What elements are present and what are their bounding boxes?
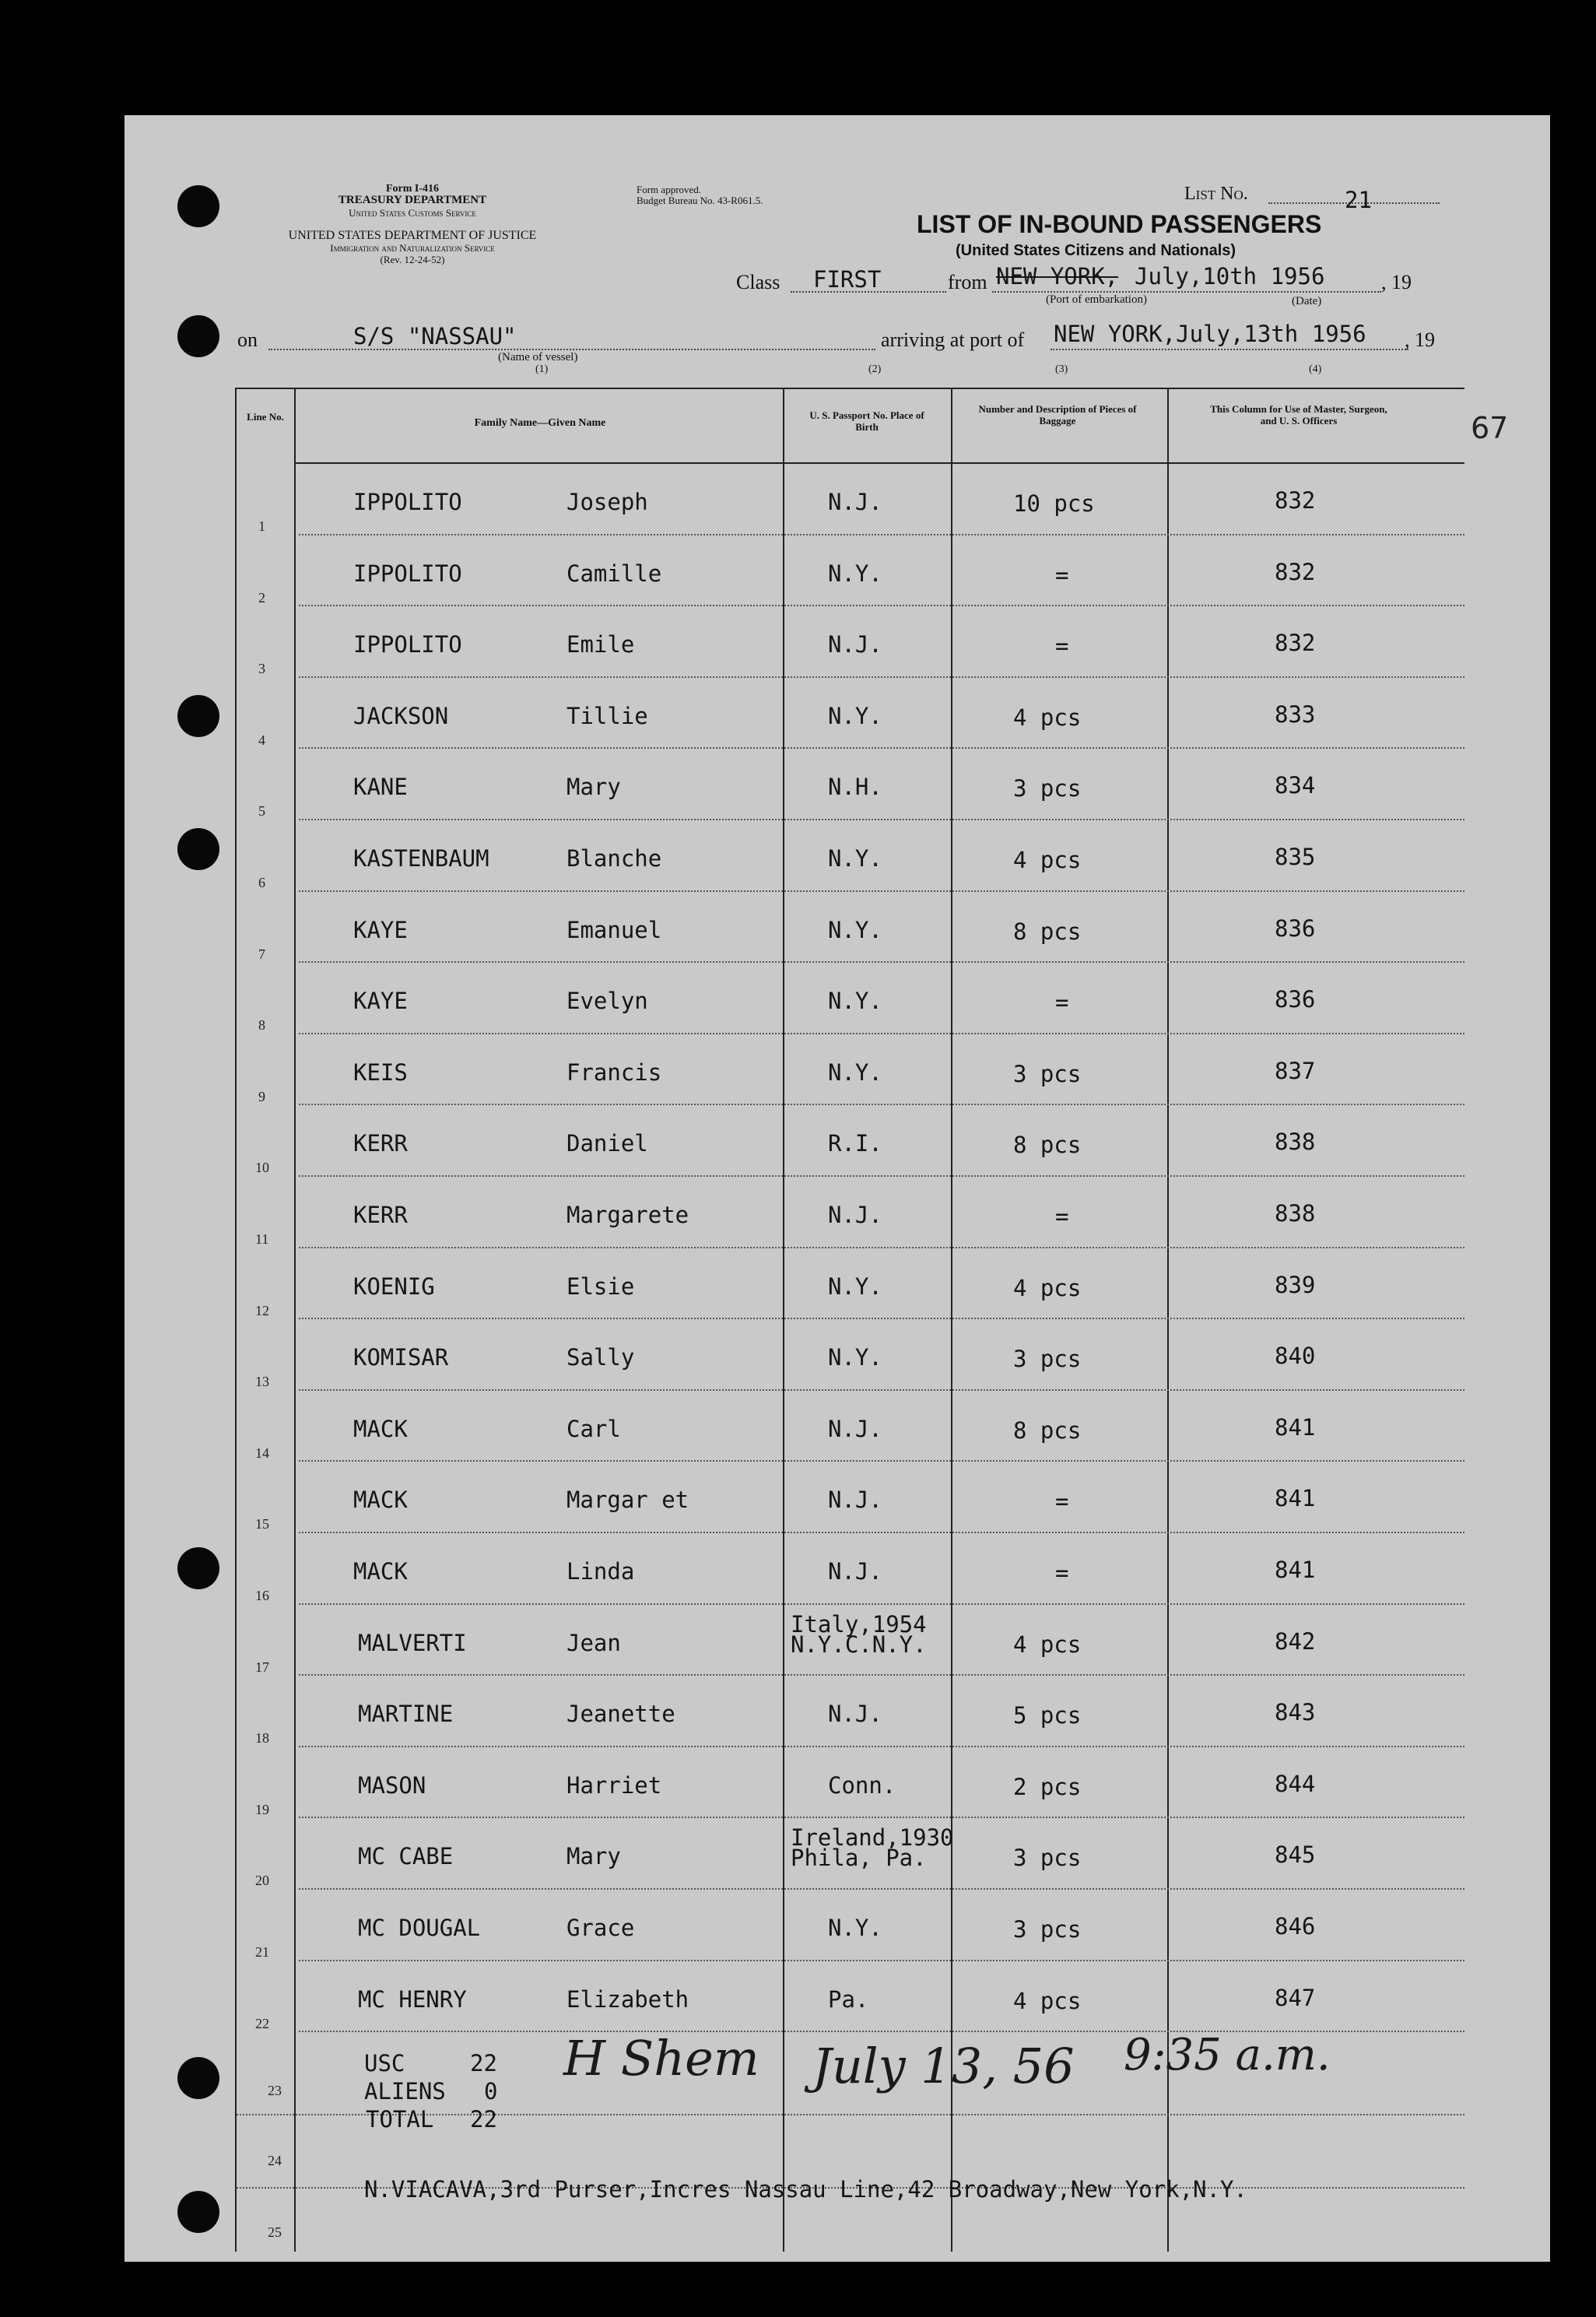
line-number: 4 (258, 732, 265, 748)
line-number: 1 (258, 518, 265, 534)
baggage: 3 pcs (1013, 1346, 1082, 1373)
officer-number: 838 (1275, 1200, 1316, 1227)
line-number: 11 (255, 1231, 269, 1247)
list-no-label: List No. (1184, 184, 1248, 204)
customs-label: United States Customs Service (349, 207, 476, 219)
family-name: MC CABE (358, 1843, 454, 1870)
line-number: 21 (255, 1944, 269, 1960)
officer-number: 844 (1275, 1770, 1316, 1797)
place-of-birth: Ireland,1930 (791, 1824, 954, 1852)
aliens-label: ALIENS (364, 2078, 446, 2105)
header-line-no: Line No. (247, 411, 284, 423)
column-divider (1167, 388, 1169, 2252)
baggage: 3 pcs (1013, 1845, 1082, 1872)
row-line (299, 1033, 1464, 1034)
given-name: Blanche (566, 845, 662, 872)
col3-number: (3) (1055, 363, 1068, 375)
family-name: MARTINE (358, 1701, 454, 1728)
officer-number: 835 (1275, 844, 1316, 870)
place-of-birth: N.Y. (828, 560, 882, 587)
line-number: 6 (258, 875, 265, 890)
officer-number: 837 (1275, 1057, 1316, 1084)
col2-number: (2) (868, 363, 882, 375)
given-name: Jeanette (566, 1701, 675, 1728)
place-of-birth: N.Y. (828, 1058, 882, 1086)
baggage: = (1055, 1560, 1069, 1586)
page-title: LIST OF IN-BOUND PASSENGERS (917, 210, 1322, 238)
line-number: 25 (268, 2224, 282, 2240)
usc-label: USC (364, 2050, 405, 2077)
line-number: 19 (255, 1801, 269, 1817)
row-line (299, 1460, 1464, 1462)
baggage: 3 pcs (1013, 1916, 1082, 1943)
place-of-birth: N.Y. (828, 916, 882, 943)
officer-number: 836 (1275, 986, 1316, 1013)
row-line (299, 1674, 1464, 1676)
baggage: 5 pcs (1013, 1702, 1082, 1729)
given-name: Margar et (566, 1487, 689, 1514)
officer-number: 836 (1275, 915, 1316, 942)
baggage: 4 pcs (1013, 1631, 1082, 1658)
baggage: = (1055, 989, 1069, 1016)
on-label: on (237, 328, 258, 351)
line-number: 7 (258, 946, 265, 962)
line-number: 9 (258, 1088, 265, 1104)
punch-hole (177, 695, 219, 737)
line-number: 14 (255, 1445, 269, 1461)
date-label: (Date) (1292, 295, 1322, 307)
justice-label: UNITED STATES DEPARTMENT OF JUSTICE (288, 229, 537, 242)
given-name: Elizabeth (566, 1985, 689, 2013)
row-line (299, 890, 1464, 892)
row-line (299, 819, 1464, 820)
family-name: KASTENBAUM (353, 845, 489, 872)
given-name: Grace (566, 1915, 635, 1941)
aliens-value: 0 (484, 2078, 498, 2105)
given-name: Linda (566, 1558, 635, 1585)
officer-number: 842 (1275, 1627, 1316, 1655)
line-number: 22 (255, 2015, 269, 2031)
line-number: 13 (255, 1374, 269, 1390)
given-name: Mary (566, 774, 621, 801)
header-baggage: Number and Description of Pieces of Baggage (978, 403, 1137, 427)
given-name: Jean (566, 1629, 621, 1656)
officer-number: 833 (1275, 700, 1316, 728)
row-line (299, 1104, 1464, 1105)
family-name: MALVERTI (358, 1629, 467, 1656)
given-name: Tillie (566, 702, 648, 729)
baggage: 3 pcs (1013, 775, 1082, 802)
line-number: 24 (268, 2153, 282, 2168)
place-of-birth: N.Y. (828, 1915, 882, 1941)
passenger-table (235, 388, 1464, 2252)
place-of-birth: Conn. (828, 1771, 896, 1799)
row-line (299, 1960, 1464, 1961)
place-of-birth: N.Y. (828, 988, 882, 1015)
place-of-birth: N.J. (828, 1415, 882, 1442)
line-number: 23 (268, 2083, 282, 2098)
line-number: 3 (258, 661, 265, 677)
from-date-value: July,10th 1956 (1135, 263, 1325, 290)
family-name: MACK (353, 1487, 408, 1514)
header-passport: U. S. Passport No. Place of Birth (809, 409, 924, 433)
given-name: Elsie (566, 1273, 635, 1300)
row-line (299, 1888, 1464, 1890)
baggage: 4 pcs (1013, 704, 1082, 731)
place-of-birth: N.J. (828, 489, 882, 515)
place-of-birth: N.Y. (828, 702, 882, 729)
family-name: IPPOLITO (353, 489, 462, 515)
place-of-birth: N.J. (828, 1202, 882, 1228)
place-of-birth: N.J. (828, 1487, 882, 1514)
row-line (299, 1532, 1464, 1533)
family-name: KEIS (353, 1058, 408, 1086)
row-line (299, 1603, 1464, 1605)
officer-number: 832 (1275, 558, 1316, 585)
row-line (299, 961, 1464, 963)
given-name: Margarete (566, 1202, 689, 1228)
margin-number: 67 (1471, 411, 1509, 445)
row-line (299, 605, 1464, 606)
punch-hole (177, 828, 219, 870)
baggage: 8 pcs (1013, 918, 1082, 945)
place-of-birth: N.H. (828, 774, 882, 801)
family-name: KERR (353, 1202, 408, 1228)
family-name: IPPOLITO (353, 560, 462, 587)
given-name: Camille (566, 560, 662, 587)
given-name: Emile (566, 631, 635, 658)
family-name: KANE (353, 774, 408, 801)
baggage: = (1055, 1488, 1069, 1515)
officer-number: 846 (1275, 1913, 1316, 1940)
vessel-label: (Name of vessel) (498, 351, 578, 363)
family-name: MC DOUGAL (358, 1915, 481, 1941)
port-embark-label: (Port of embarkation) (1046, 293, 1147, 306)
line-number: 10 (255, 1160, 269, 1176)
officer-number: 841 (1275, 1557, 1316, 1583)
family-name: KERR (353, 1130, 408, 1157)
officer-number: 832 (1275, 487, 1316, 514)
handwritten-signature: H Shem (563, 2030, 759, 2087)
officer-number: 832 (1275, 630, 1316, 657)
place-of-birth: Pa. (828, 1985, 869, 2013)
row-line (299, 1247, 1464, 1248)
given-name: Francis (566, 1058, 662, 1086)
punch-hole (177, 315, 219, 357)
handwritten-date: July 13, 56 (812, 2038, 1075, 2094)
row-line (299, 747, 1464, 749)
place-of-birth-2: N.Y.C.N.Y. (791, 1631, 927, 1658)
line-number: 2 (258, 589, 265, 606)
row-line (299, 1817, 1464, 1818)
officer-number: 834 (1275, 772, 1316, 799)
given-name: Emanuel (566, 916, 662, 943)
page-subtitle: (United States Citizens and Nationals) (956, 242, 1236, 259)
row-line (299, 676, 1464, 678)
revision-label: (Rev. 12-24-52) (380, 254, 445, 265)
family-name: KAYE (353, 988, 408, 1015)
given-name: Evelyn (566, 988, 648, 1015)
row-line (299, 1175, 1464, 1177)
baggage: 10 pcs (1013, 490, 1095, 517)
place-of-birth: N.J. (828, 631, 882, 658)
punch-hole (177, 185, 219, 227)
column-divider (294, 388, 296, 2252)
place-of-birth: N.Y. (828, 1344, 882, 1371)
officer-number: 841 (1275, 1413, 1316, 1441)
row-line (299, 534, 1464, 535)
col4-number: (4) (1309, 363, 1322, 375)
line-number: 8 (258, 1017, 265, 1034)
place-of-birth: N.J. (828, 1558, 882, 1585)
line-number: 20 (255, 1873, 269, 1889)
arriving-label: arriving at port of (881, 328, 1025, 351)
from-dots (992, 291, 1381, 293)
purser-line: N.VIACAVA,3rd Purser,Incres Nassau Line,42 Broadway,New York,N.Y. (364, 2176, 1247, 2203)
total-value: 22 (470, 2106, 497, 2133)
given-name: Mary (566, 1843, 621, 1870)
column-divider (951, 388, 952, 2252)
arrival-value: NEW YORK,July,13th 1956 (1054, 321, 1366, 347)
form-approved: Form approved. (637, 184, 702, 195)
from-year-suffix: , 19 (1381, 271, 1412, 293)
family-name: MACK (353, 1415, 408, 1442)
class-value: FIRST (813, 266, 882, 293)
given-name: Carl (566, 1415, 621, 1442)
officer-number: 843 (1275, 1699, 1316, 1726)
place-of-birth: Italy,1954 (791, 1610, 927, 1638)
handwritten-time: 9:35 a.m. (1124, 2030, 1331, 2080)
given-name: Sally (566, 1344, 635, 1371)
line-number: 18 (255, 1730, 269, 1747)
officer-number: 847 (1275, 1984, 1316, 2011)
line-number: 12 (255, 1302, 269, 1318)
list-no-value: 21 (1345, 187, 1372, 213)
officer-number: 845 (1275, 1841, 1316, 1869)
total-label: TOTAL (366, 2106, 434, 2133)
line-number: 16 (255, 1588, 269, 1603)
given-name: Harriet (566, 1771, 662, 1799)
punch-hole (177, 2057, 219, 2099)
family-name: IPPOLITO (353, 631, 462, 658)
class-label: Class (736, 271, 780, 293)
vessel-value: S/S "NASSAU" (353, 323, 517, 349)
officer-number: 839 (1275, 1271, 1316, 1298)
line-number: 17 (255, 1659, 269, 1675)
baggage: 8 pcs (1013, 1417, 1082, 1444)
baggage: = (1055, 561, 1069, 588)
punch-hole (177, 1547, 219, 1589)
family-name: KOMISAR (353, 1344, 449, 1371)
officer-number: 841 (1275, 1485, 1316, 1512)
arrival-year-suffix: , 19 (1405, 328, 1435, 351)
line-number: 15 (255, 1516, 269, 1532)
treasury-label: TREASURY DEPARTMENT (338, 194, 487, 206)
place-of-birth-2: Phila, Pa. (791, 1845, 927, 1872)
usc-value: 22 (470, 2050, 497, 2077)
vessel-col-number: (1) (535, 363, 549, 375)
officer-number: 838 (1275, 1129, 1316, 1156)
baggage: = (1055, 633, 1069, 660)
family-name: KOENIG (353, 1273, 435, 1300)
officer-number: 840 (1275, 1343, 1316, 1370)
given-name: Daniel (566, 1130, 648, 1157)
row-line (299, 1389, 1464, 1391)
baggage: 4 pcs (1013, 847, 1082, 873)
line-number: 5 (258, 803, 265, 820)
baggage: = (1055, 1203, 1069, 1230)
baggage: 3 pcs (1013, 1060, 1082, 1087)
from-port-value: NEW YORK, (996, 263, 1119, 290)
family-name: MC HENRY (358, 1985, 467, 2013)
header-officers: This Column for Use of Master, Surgeon, and U. S. Officers (1210, 403, 1387, 427)
row-line (299, 1318, 1464, 1319)
baggage: 4 pcs (1013, 1987, 1082, 2014)
ins-label: Immigration and Naturalization Service (330, 242, 495, 254)
header-name: Family Name—Given Name (474, 417, 606, 429)
column-divider (783, 388, 784, 2252)
punch-hole (177, 2191, 219, 2233)
place-of-birth: N.Y. (828, 1273, 882, 1300)
place-of-birth: N.Y. (828, 845, 882, 872)
family-name: MACK (353, 1558, 408, 1585)
from-label: from (948, 271, 987, 293)
baggage: 4 pcs (1013, 1274, 1082, 1301)
form-number: Form I-416 (385, 183, 440, 195)
baggage: 8 pcs (1013, 1132, 1082, 1159)
family-name: JACKSON (353, 702, 449, 729)
place-of-birth: R.I. (828, 1130, 882, 1157)
baggage: 2 pcs (1013, 1773, 1082, 1800)
given-name: Joseph (566, 489, 648, 515)
place-of-birth: N.J. (828, 1701, 882, 1728)
row-line (299, 1746, 1464, 1747)
family-name: KAYE (353, 916, 408, 943)
arrival-dots (1051, 349, 1408, 350)
family-name: MASON (358, 1771, 426, 1799)
budget-bureau: Budget Bureau No. 43-R061.5. (637, 195, 763, 206)
